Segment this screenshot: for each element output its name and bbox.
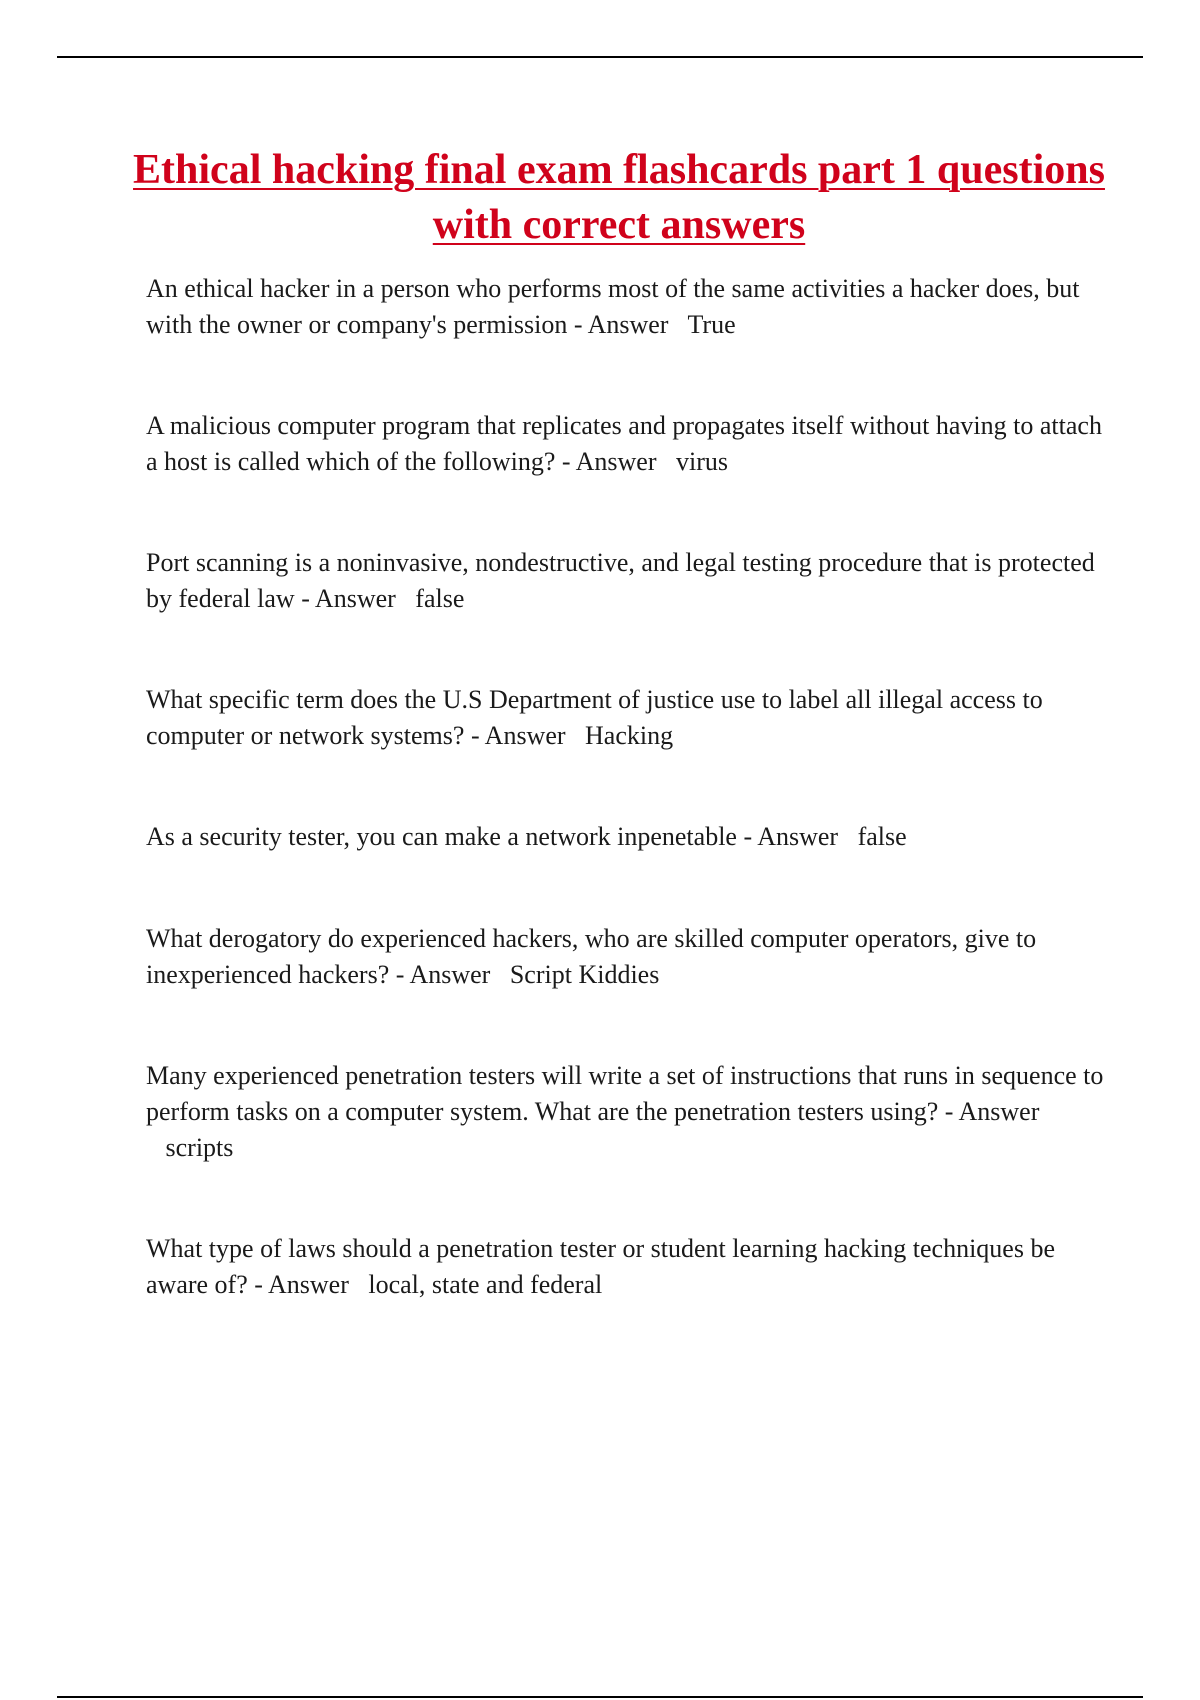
answer-text: scripts: [165, 1133, 234, 1162]
answer-label: - Answer: [743, 822, 839, 851]
flashcard-8: [146, 1231, 1106, 1303]
bottom-rule: [57, 1696, 1143, 1698]
flashcard-6: [146, 921, 1106, 993]
answer-text: True: [687, 310, 736, 339]
flashcard-4: [146, 682, 1106, 754]
answer-text: Script Kiddies: [509, 960, 660, 989]
answer-text: false: [857, 822, 907, 851]
question-text: What type of laws should a penetration tester or student learning hacking techniques be aware of?: [146, 1234, 1055, 1299]
answer-label: - Answer: [944, 1097, 1040, 1126]
flashcard-1: [146, 271, 1106, 343]
flashcard-2: [146, 408, 1106, 480]
answer-label: - Answer: [395, 960, 491, 989]
answer-label: - Answer: [301, 584, 396, 613]
answer-text: local, state and federal: [368, 1270, 603, 1299]
answer-text: virus: [676, 447, 728, 476]
answer-label: - Answer: [470, 721, 566, 750]
question-text: What derogatory do experienced hackers, who are skilled computer operators, give to inexperienced hackers?: [146, 924, 1037, 989]
document-title: Ethical hacking final exam flashcards part 1 questions with correct answers: [133, 147, 1105, 248]
flashcard-7: [146, 1058, 1106, 1166]
question-text: Port scanning is a noninvasive, nondestructive, and legal testing procedure that is protected by federal law: [146, 548, 1095, 613]
question-text: A malicious computer program that replicates and propagates itself without having to attach a host is called which of the following?: [146, 411, 1102, 476]
flashcard-list: [146, 0, 1106, 1700]
answer-label: - Answer: [254, 1270, 349, 1299]
answer-label: - Answer: [561, 447, 657, 476]
question-text: What specific term does the U.S Department of justice use to label all illegal access to computer or network systems?: [146, 685, 1043, 750]
question-text: Many experienced penetration testers will write a set of instructions that runs in sequence to perform tasks on a computer system. What are the penetration testers using?: [146, 1061, 1104, 1126]
answer-label: - Answer: [573, 310, 669, 339]
question-text: An ethical hacker in a person who performs most of the same activities a hacker does, but with the owner or company's permission: [146, 274, 1080, 339]
flashcard-5: [146, 819, 1106, 855]
flashcard-3: [146, 545, 1106, 617]
answer-text: false: [415, 584, 465, 613]
answer-text: Hacking: [585, 721, 674, 750]
question-text: As a security tester, you can make a network inpenetable: [146, 822, 737, 851]
